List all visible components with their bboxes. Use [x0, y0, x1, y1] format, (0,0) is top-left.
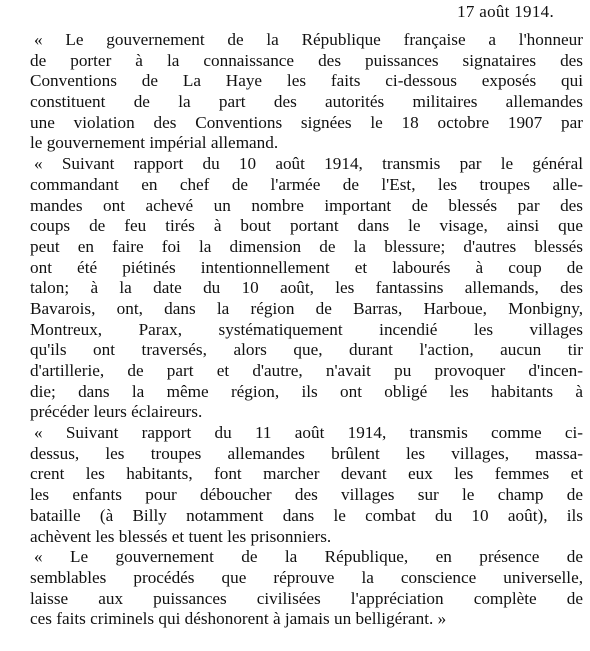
text-line: d'artillerie, de part et d'autre, n'avait pu provoquer d'incen-: [30, 361, 583, 380]
text-line: de porter à la connaissance des puissances signataires des: [30, 50, 583, 70]
text-line: ont été piétinés intentionnellement et labourés à coup de: [30, 257, 583, 277]
text-line: précéder leurs éclaireurs.: [30, 402, 203, 422]
text-line: constituent de la part des autorités militaires allemandes: [30, 92, 583, 112]
text-line: « Suivant rapport du 11 août 1914, transmis comme ci-: [34, 423, 583, 443]
text-line: Conventions de La Haye les faits ci-dessous exposés qui: [30, 71, 583, 91]
text-line: achèvent les blessés et tuent les prisonniers.: [30, 526, 332, 546]
paragraph: [30, 30, 583, 154]
text-line: semblables procédés que réprouve la conscience universelle,: [30, 567, 583, 587]
text-line: dessus, les troupes allemandes brûlent les villages, massa-: [30, 443, 583, 463]
text-line: Montreux, Parax, systématiquement incendié les villages: [30, 319, 583, 339]
text-line: coups de feu tirés à bout portant dans le visage, ainsi que: [30, 216, 583, 236]
paragraph: [30, 154, 583, 423]
paragraph: [30, 547, 583, 630]
text-line: laisse aux puissances civilisées l'appréciation complète de: [30, 588, 583, 608]
page-date: 17 août 1914.: [457, 2, 554, 21]
text-line: « Le gouvernement de la République française a l'honneur: [34, 30, 583, 49]
text-line: ces faits criminels qui déshonorent à jamais un belligérant. »: [30, 609, 447, 629]
text-line: une violation des Conventions signées le 18 octobre 1907 par: [30, 112, 583, 132]
text-line: Bavarois, ont, dans la région de Barras, Harboue, Monbigny,: [30, 298, 583, 318]
text-line: les enfants pour déboucher des villages sur le champ de: [30, 485, 583, 505]
text-line: bataille (à Billy notamment dans le combat du 10 août), ils: [30, 505, 583, 525]
text-line: talon; à la date du 10 août, les fantassins allemands, des: [30, 278, 583, 298]
text-line: commandant en chef de l'armée de l'Est, les troupes alle-: [30, 174, 583, 194]
document-body: [30, 30, 583, 630]
text-line: qu'ils ont traversés, alors que, durant l'action, aucun tir: [30, 340, 583, 360]
text-line: die; dans la même région, ils ont obligé les habitants à: [30, 381, 583, 401]
paragraph: [30, 423, 583, 547]
text-line: « Suivant rapport du 10 août 1914, transmis par le général: [34, 154, 583, 174]
text-line: « Le gouvernement de la République, en présence de: [34, 547, 583, 567]
text-line: le gouvernement impérial allemand.: [30, 133, 279, 153]
text-line: peut en faire foi la dimension de la blessure; d'autres blessés: [30, 236, 583, 256]
text-line: crent les habitants, font marcher devant eux les femmes et: [30, 464, 583, 484]
text-line: mandes ont achevé un nombre important de blessés par des: [30, 195, 583, 215]
